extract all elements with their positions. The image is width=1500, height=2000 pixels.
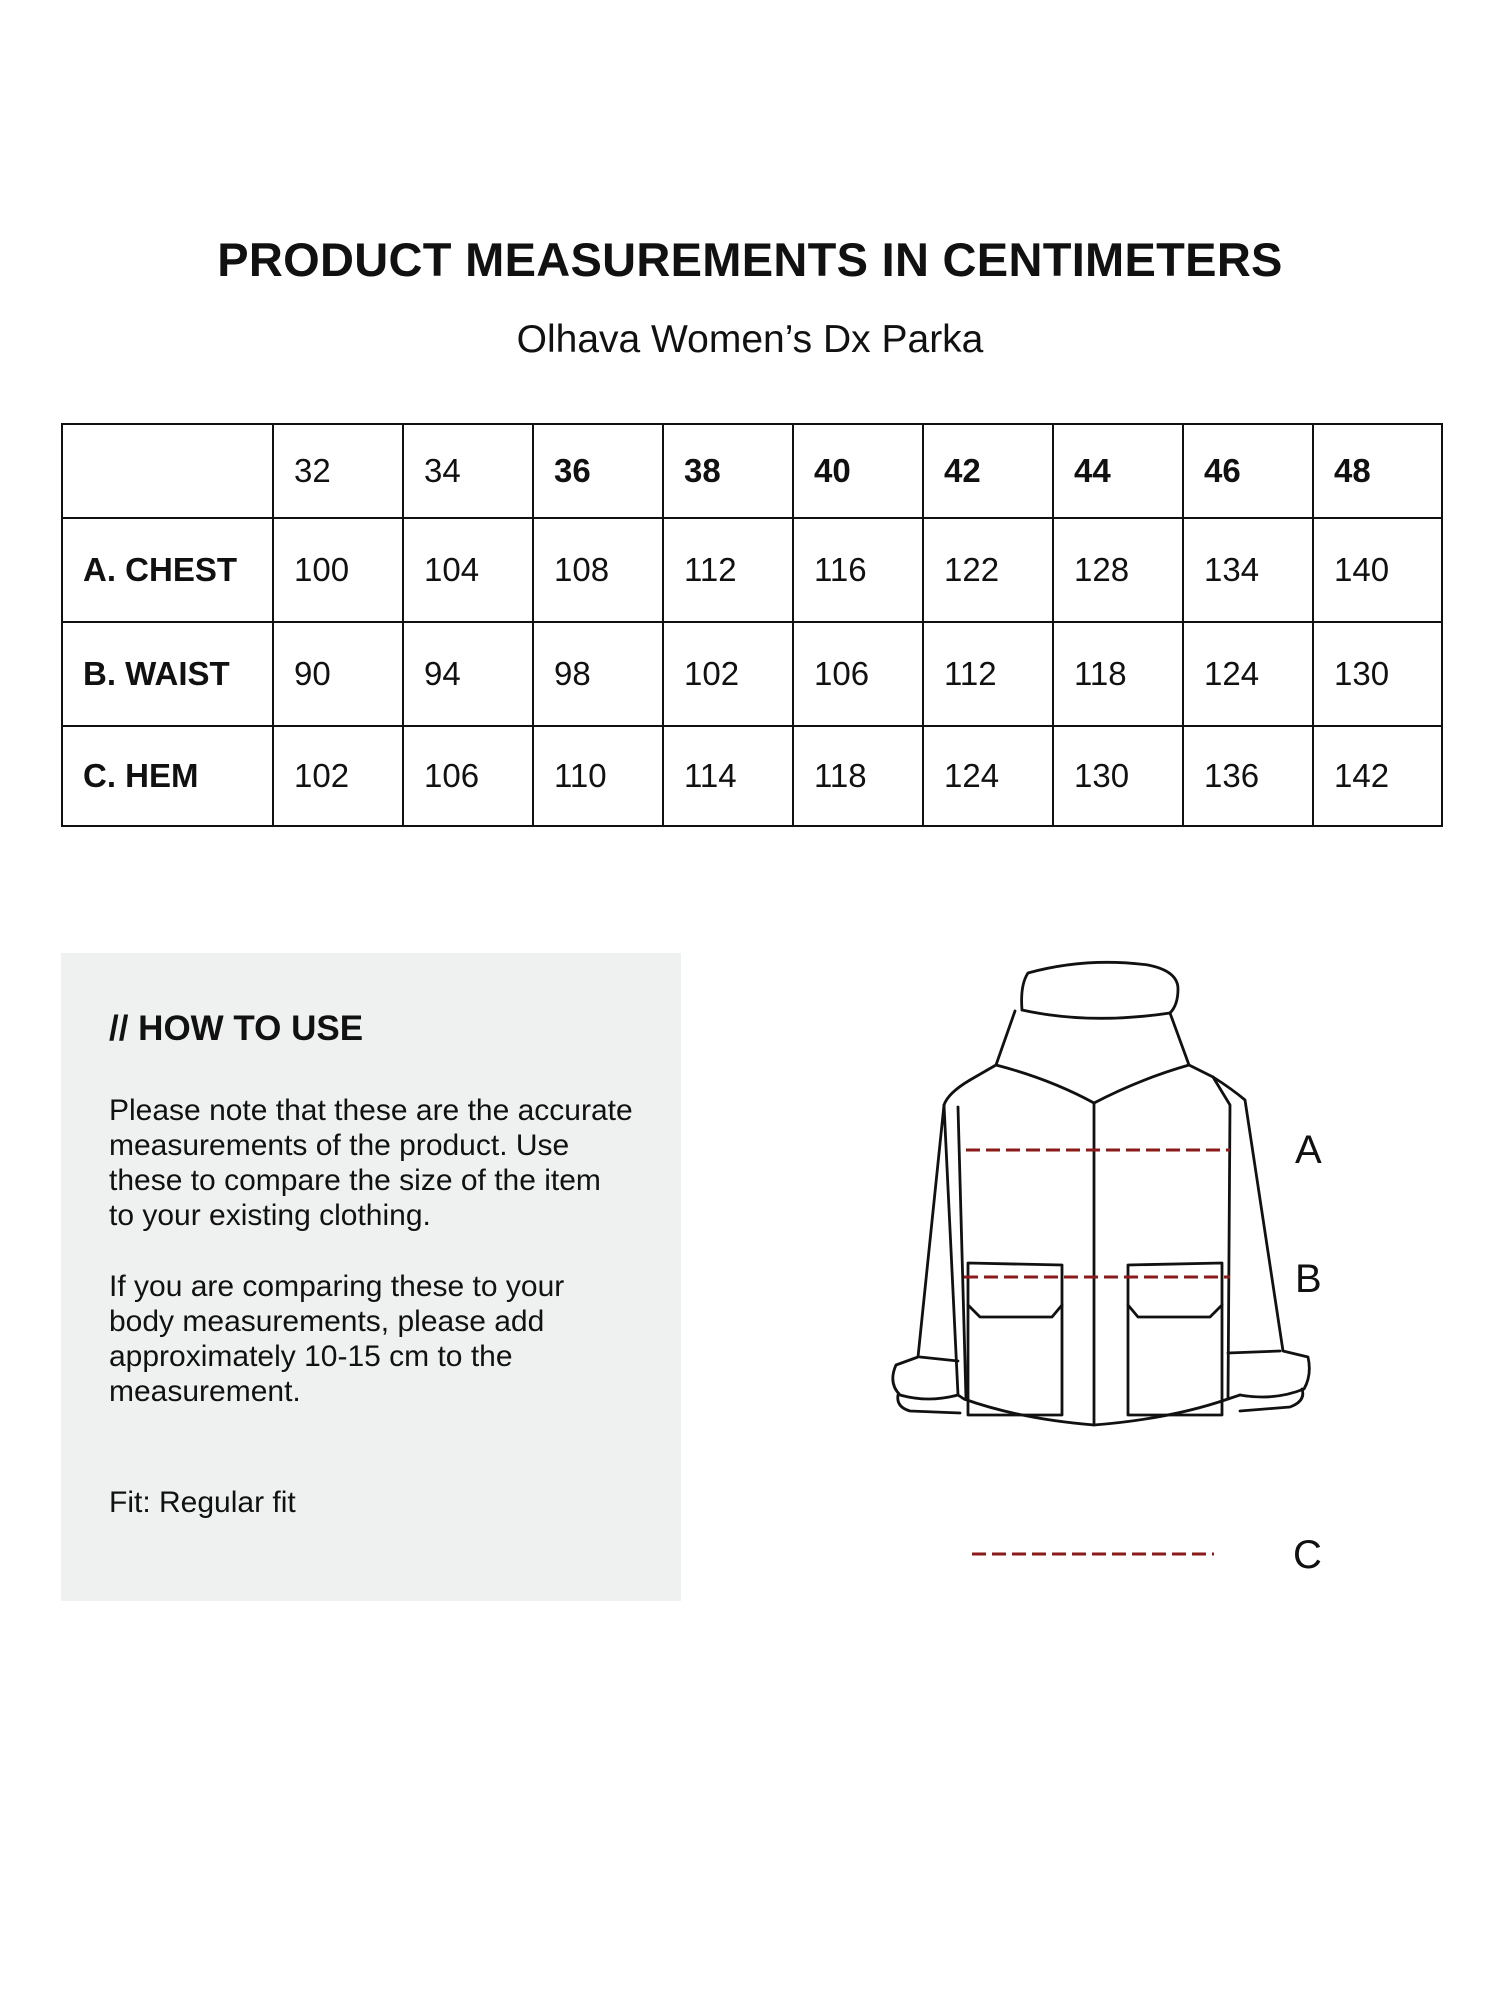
row-label: B. WAIST	[62, 622, 273, 726]
table-row-waist	[62, 622, 1442, 726]
measure-cell: 102	[663, 622, 793, 726]
marker-a: A	[1295, 1128, 1322, 1172]
size-cell: 42	[923, 424, 1053, 518]
size-cell: 46	[1183, 424, 1313, 518]
measure-cell: 100	[273, 518, 403, 622]
measure-cell: 122	[923, 518, 1053, 622]
right-cuff	[1228, 1351, 1303, 1411]
left-pocket-flap	[968, 1305, 1062, 1317]
measure-cell: 116	[793, 518, 923, 622]
size-cell: 40	[793, 424, 923, 518]
hood-rim	[1022, 962, 1178, 1013]
corner-cell	[62, 424, 273, 518]
how-to-use-heading: // HOW TO USE	[109, 1009, 364, 1048]
hood-front	[996, 1065, 1189, 1103]
measure-cell: 118	[793, 726, 923, 826]
size-cell: 44	[1053, 424, 1183, 518]
size-table	[61, 423, 1443, 827]
measure-cell: 106	[403, 726, 533, 826]
measure-cell: 112	[663, 518, 793, 622]
measure-cell: 136	[1183, 726, 1313, 826]
measure-cell: 94	[403, 622, 533, 726]
measure-cell: 112	[923, 622, 1053, 726]
parka-outline	[893, 962, 1310, 1425]
left-pocket	[968, 1263, 1062, 1415]
measure-cell: 108	[533, 518, 663, 622]
measure-cell: 106	[793, 622, 923, 726]
fit-note: Fit: Regular fit	[109, 1486, 296, 1519]
measure-cell: 110	[533, 726, 663, 826]
how-to-use-paragraph: Please note that these are the accurate measurements of the product. Use these to compare the size of the item to your existing clothing.	[109, 1094, 633, 1232]
hood-rim-inner	[1022, 1010, 1170, 1018]
marker-c: C	[1293, 1533, 1322, 1577]
measure-cell: 124	[923, 726, 1053, 826]
measure-lines	[964, 1150, 1230, 1554]
measure-cell: 98	[533, 622, 663, 726]
measure-cell: 130	[1313, 622, 1442, 726]
table-row-hem	[62, 726, 1442, 826]
size-cell: 48	[1313, 424, 1442, 518]
row-label: A. CHEST	[62, 518, 273, 622]
size-cell: 36	[533, 424, 663, 518]
measure-cell: 142	[1313, 726, 1442, 826]
measure-cell: 128	[1053, 518, 1183, 622]
right-pocket-flap	[1128, 1305, 1222, 1317]
product-name: Olhava Women’s Dx Parka	[516, 318, 984, 361]
size-cell: 34	[403, 424, 533, 518]
left-cuff	[898, 1357, 960, 1413]
measure-cell: 104	[403, 518, 533, 622]
left-body-edge	[958, 1107, 966, 1399]
measure-cell: 124	[1183, 622, 1313, 726]
measure-cell: 130	[1053, 726, 1183, 826]
size-cell: 38	[663, 424, 793, 518]
measure-cell: 134	[1183, 518, 1313, 622]
how-to-use-paragraph: If you are comparing these to your body measurements, please add approximately 10-15 cm to the measurement.	[109, 1270, 565, 1408]
page-title: PRODUCT MEASUREMENTS IN CENTIMETERS	[217, 233, 1283, 286]
right-pocket	[1128, 1263, 1222, 1415]
measure-cell: 114	[663, 726, 793, 826]
size-cell: 32	[273, 424, 403, 518]
measure-cell: 102	[273, 726, 403, 826]
how-to-use-panel	[61, 953, 681, 1601]
measure-cell: 90	[273, 622, 403, 726]
table-row-chest	[62, 518, 1442, 622]
measure-cell: 140	[1313, 518, 1442, 622]
parka-diagram	[870, 955, 1350, 1615]
left-side	[944, 1105, 1240, 1425]
size-header-row	[62, 424, 1442, 518]
row-label: C. HEM	[62, 726, 273, 826]
marker-b: B	[1295, 1257, 1322, 1301]
measure-cell: 118	[1053, 622, 1183, 726]
